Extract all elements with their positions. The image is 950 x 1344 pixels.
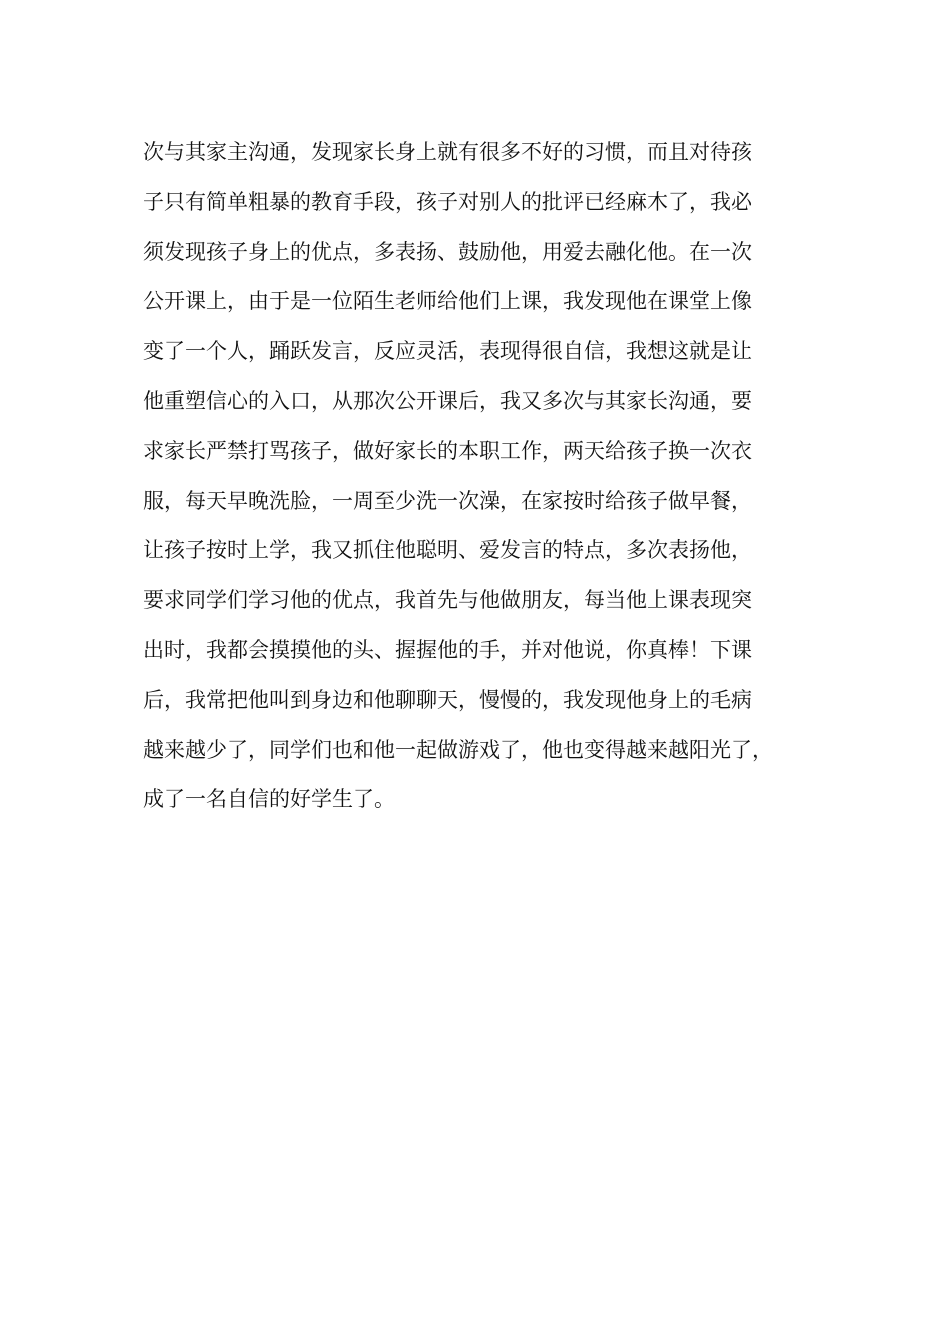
text-line-13: 越来越少了，同学们也和他一起做游戏了，他也变得越来越阳光了，: [143, 737, 773, 762]
text-line-12: 后，我常把他叫到身边和他聊聊天，慢慢的，我发现他身上的毛病: [143, 687, 752, 712]
text-line-11: 出时，我都会摸摸他的头、握握他的手，并对他说，你真棒！下课: [143, 637, 752, 662]
text-line-7: 求家长严禁打骂孩子，做好家长的本职工作，两天给孩子换一次衣: [143, 438, 752, 463]
text-line-8: 服，每天早晚洗脸，一周至少洗一次澡，在家按时给孩子做早餐，: [143, 488, 752, 513]
text-line-3: 须发现孩子身上的优点，多表扬、鼓励他，用爱去融化他。在一次: [143, 239, 752, 264]
text-line-2: 子只有简单粗暴的教育手段，孩子对别人的批评已经麻木了，我必: [143, 189, 752, 214]
text-line-9: 让孩子按时上学，我又抓住他聪明、爱发言的特点，多次表扬他，: [143, 538, 752, 563]
text-line-6: 他重塑信心的入口，从那次公开课后，我又多次与其家长沟通，要: [143, 388, 752, 413]
text-line-14: 成了一名自信的好学生了。: [143, 787, 395, 812]
text-line-5: 变了一个人，踊跃发言，反应灵活，表现得很自信，我想这就是让: [143, 339, 752, 364]
body-text: [143, 128, 833, 825]
text-line-4: 公开课上，由于是一位陌生老师给他们上课，我发现他在课堂上像: [143, 289, 752, 314]
text-line-1: 次与其家主沟通，发现家长身上就有很多不好的习惯，而且对待孩: [143, 140, 752, 164]
text-line-10: 要求同学们学习他的优点，我首先与他做朋友，每当他上课表现突: [143, 588, 752, 613]
